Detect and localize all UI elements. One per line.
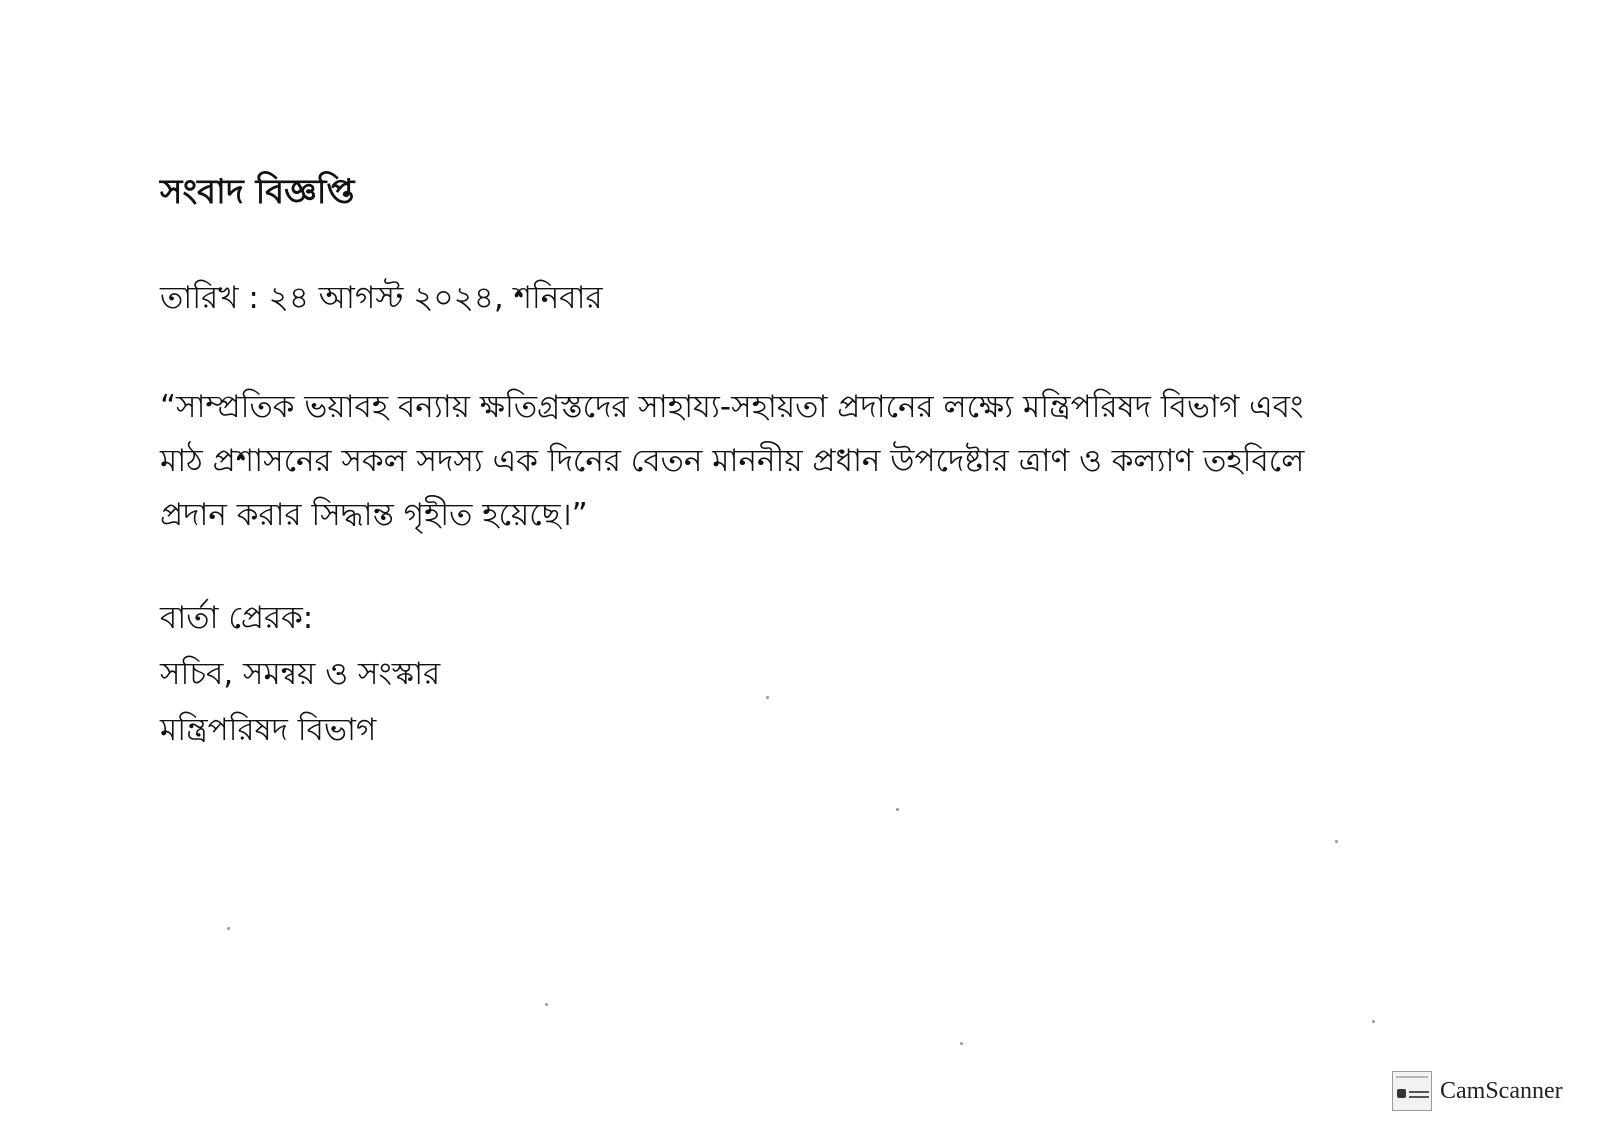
scan-speck	[766, 696, 769, 699]
scan-speck	[545, 1003, 548, 1006]
press-release-body	[160, 380, 1460, 542]
date-line: তারিখ : ২৪ আগস্ট ২০২৪, শনিবার	[160, 280, 603, 316]
body-line: মাঠ প্রশাসনের সকল সদস্য এক দিনের বেতন মাননীয় প্রধান উপদেষ্টার ত্রাণ ও কল্যাণ তহবিলে	[160, 443, 1305, 479]
scan-speck	[1372, 1020, 1375, 1023]
scan-speck	[896, 808, 899, 811]
scan-speck	[227, 927, 230, 930]
scan-speck	[960, 1042, 963, 1045]
body-line: “সাম্প্রতিক ভয়াবহ বন্যায় ক্ষতিগ্রস্তদের সাহায্য-সহায়তা প্রদানের লক্ষ্যে মন্ত্রিপরিষদ বিভাগ এবং	[160, 389, 1304, 425]
scan-speck	[1335, 840, 1338, 843]
camscanner-text: CamScanner	[1440, 1077, 1563, 1104]
camscanner-watermark	[1392, 1070, 1563, 1112]
sender-block	[160, 590, 440, 758]
press-release-title: সংবাদ বিজ্ঞপ্তি	[160, 172, 355, 212]
sender-designation: সচিব, সমন্বয় ও সংস্কার	[160, 656, 441, 692]
body-line: প্রদান করার সিদ্ধান্ত গৃহীত হয়েছে।”	[160, 497, 588, 533]
sender-label: বার্তা প্রেরক:	[160, 600, 314, 636]
sender-office: মন্ত্রিপরিষদ বিভাগ	[160, 712, 377, 748]
camscanner-logo-icon	[1392, 1071, 1432, 1111]
